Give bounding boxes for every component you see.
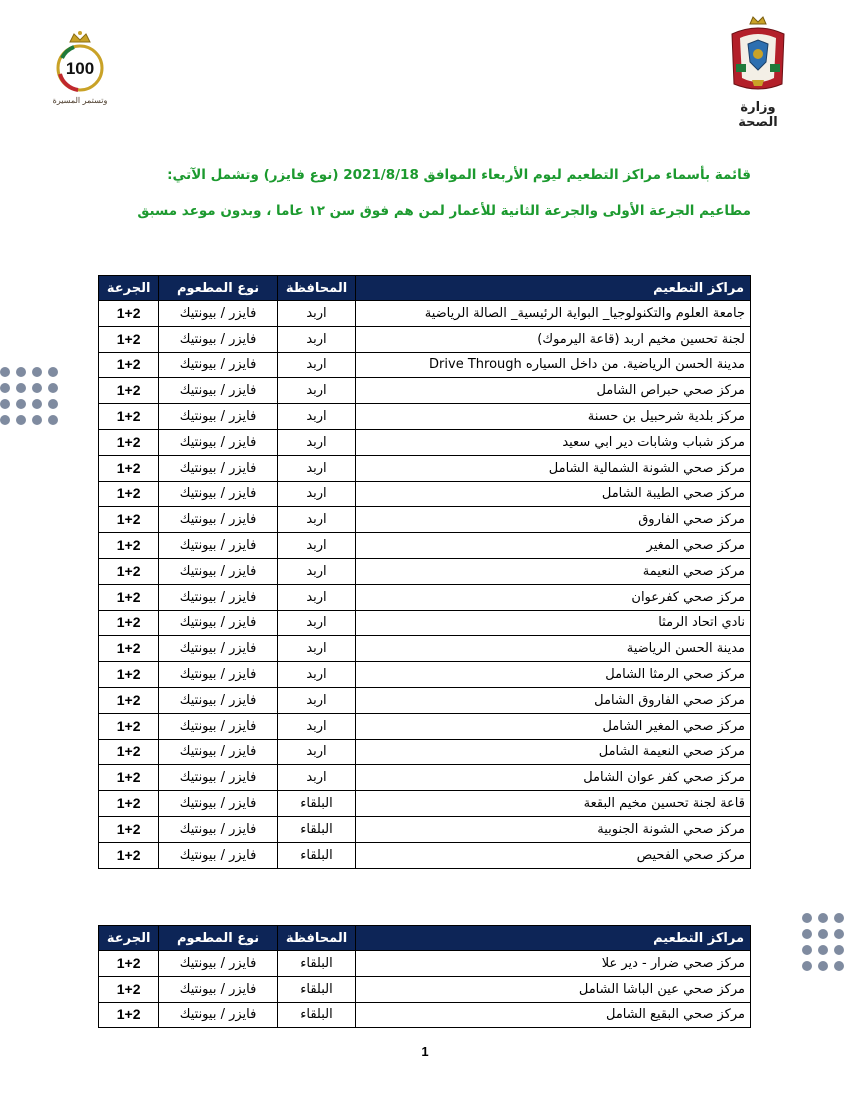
dose-cell: 1+2 bbox=[99, 404, 159, 430]
governorate-cell: اربد bbox=[277, 765, 355, 791]
center-name-cell: مركز صحي الفحيص bbox=[356, 842, 751, 868]
centennial-100-logo-icon bbox=[48, 28, 112, 96]
center-name-cell: مركز صحي الرمثا الشامل bbox=[356, 662, 751, 688]
governorate-cell: اربد bbox=[277, 455, 355, 481]
center-name-cell: مركز صحي كفرعوان bbox=[356, 584, 751, 610]
governorate-cell: اربد bbox=[277, 326, 355, 352]
vaccine-type-cell: فايزر / بيونتيك bbox=[159, 455, 278, 481]
table-row bbox=[99, 378, 751, 404]
table-row bbox=[99, 1002, 751, 1028]
vaccine-type-cell: فايزر / بيونتيك bbox=[159, 951, 278, 977]
vaccine-type-cell: فايزر / بيونتيك bbox=[159, 610, 278, 636]
table-header-row bbox=[99, 926, 751, 951]
vaccine-type-cell: فايزر / بيونتيك bbox=[159, 584, 278, 610]
page-heading-line1: قائمة بأسماء مراكز التطعيم ليوم الأربعاء الموافق 2021/8/18 (نوع فايزر) وتشمل الآتي: bbox=[167, 167, 751, 183]
table-row bbox=[99, 976, 751, 1002]
center-name-cell: لجنة تحسين مخيم اربد (قاعة اليرموك) bbox=[356, 326, 751, 352]
dose-cell: 1+2 bbox=[99, 481, 159, 507]
dose-cell: 1+2 bbox=[99, 558, 159, 584]
dose-cell: 1+2 bbox=[99, 429, 159, 455]
governorate-cell: اربد bbox=[277, 404, 355, 430]
governorate-cell: البلقاء bbox=[277, 791, 355, 817]
header-center: مراكز التطعيم bbox=[356, 926, 751, 951]
table-row bbox=[99, 610, 751, 636]
vaccine-type-cell: فايزر / بيونتيك bbox=[159, 765, 278, 791]
vaccine-type-cell: فايزر / بيونتيك bbox=[159, 301, 278, 327]
center-name-cell: مركز شباب وشابات دير ابي سعيد bbox=[356, 429, 751, 455]
center-name-cell: مركز صحي المغير الشامل bbox=[356, 713, 751, 739]
dose-cell: 1+2 bbox=[99, 610, 159, 636]
vaccine-type-cell: فايزر / بيونتيك bbox=[159, 636, 278, 662]
center-name-cell: مركز صحي المغير bbox=[356, 533, 751, 559]
vaccine-type-cell: فايزر / بيونتيك bbox=[159, 507, 278, 533]
vaccine-type-cell: فايزر / بيونتيك bbox=[159, 1002, 278, 1028]
vaccine-type-cell: فايزر / بيونتيك bbox=[159, 713, 278, 739]
governorate-cell: اربد bbox=[277, 352, 355, 378]
table-row bbox=[99, 352, 751, 378]
vaccine-type-cell: فايزر / بيونتيك bbox=[159, 816, 278, 842]
table-row bbox=[99, 791, 751, 817]
table-header-row bbox=[99, 276, 751, 301]
dose-cell: 1+2 bbox=[99, 455, 159, 481]
dose-cell: 1+2 bbox=[99, 584, 159, 610]
table-row bbox=[99, 662, 751, 688]
vaccine-type-cell: فايزر / بيونتيك bbox=[159, 842, 278, 868]
vaccine-type-cell: فايزر / بيونتيك bbox=[159, 404, 278, 430]
governorate-cell: اربد bbox=[277, 533, 355, 559]
governorate-cell: اربد bbox=[277, 584, 355, 610]
governorate-cell: اربد bbox=[277, 662, 355, 688]
vaccine-type-cell: فايزر / بيونتيك bbox=[159, 326, 278, 352]
table-row bbox=[99, 765, 751, 791]
governorate-cell: اربد bbox=[277, 739, 355, 765]
dose-cell: 1+2 bbox=[99, 662, 159, 688]
table-row bbox=[99, 326, 751, 352]
header-vaccine-type: نوع المطعوم bbox=[159, 926, 278, 951]
governorate-cell: اربد bbox=[277, 610, 355, 636]
vaccine-type-cell: فايزر / بيونتيك bbox=[159, 481, 278, 507]
governorate-cell: اربد bbox=[277, 687, 355, 713]
table-row bbox=[99, 404, 751, 430]
centennial-logo bbox=[48, 28, 112, 108]
governorate-cell: البلقاء bbox=[277, 842, 355, 868]
vaccination-centers-table-2 bbox=[98, 925, 751, 1028]
governorate-cell: البلقاء bbox=[277, 951, 355, 977]
governorate-cell: البلقاء bbox=[277, 976, 355, 1002]
table-row bbox=[99, 739, 751, 765]
table-row bbox=[99, 301, 751, 327]
logo-left-caption: وتستمر المسيرة bbox=[52, 96, 108, 105]
dose-cell: 1+2 bbox=[99, 636, 159, 662]
vaccine-type-cell: فايزر / بيونتيك bbox=[159, 352, 278, 378]
table-row bbox=[99, 816, 751, 842]
dose-cell: 1+2 bbox=[99, 352, 159, 378]
table-row bbox=[99, 507, 751, 533]
table-row bbox=[99, 584, 751, 610]
jordan-coat-of-arms-icon bbox=[722, 14, 794, 98]
center-name-cell: مركز بلدية شرحبيل بن حسنة bbox=[356, 404, 751, 430]
dose-cell: 1+2 bbox=[99, 1002, 159, 1028]
center-name-cell: مركز صحي حبراص الشامل bbox=[356, 378, 751, 404]
table-row bbox=[99, 687, 751, 713]
vaccine-type-cell: فايزر / بيونتيك bbox=[159, 976, 278, 1002]
center-name-cell: مركز صحي الشونة الجنوبية bbox=[356, 816, 751, 842]
ministry-logo bbox=[722, 14, 794, 130]
governorate-cell: اربد bbox=[277, 636, 355, 662]
dose-cell: 1+2 bbox=[99, 326, 159, 352]
governorate-cell: البلقاء bbox=[277, 1002, 355, 1028]
governorate-cell: اربد bbox=[277, 378, 355, 404]
center-name-cell: مركز صحي النعيمة الشامل bbox=[356, 739, 751, 765]
governorate-cell: اربد bbox=[277, 507, 355, 533]
dose-cell: 1+2 bbox=[99, 687, 159, 713]
table-row bbox=[99, 533, 751, 559]
table-row bbox=[99, 558, 751, 584]
dose-cell: 1+2 bbox=[99, 739, 159, 765]
vaccination-centers-table-1 bbox=[98, 275, 751, 869]
center-name-cell: مركز صحي كفر عوان الشامل bbox=[356, 765, 751, 791]
vaccine-type-cell: فايزر / بيونتيك bbox=[159, 791, 278, 817]
center-name-cell: مركز صحي الفاروق bbox=[356, 507, 751, 533]
center-name-cell: مدينة الحسن الرياضية bbox=[356, 636, 751, 662]
table-row bbox=[99, 842, 751, 868]
vaccine-type-cell: فايزر / بيونتيك bbox=[159, 558, 278, 584]
table-row bbox=[99, 951, 751, 977]
vaccine-type-cell: فايزر / بيونتيك bbox=[159, 739, 278, 765]
center-name-cell: مركز صحي الشونة الشمالية الشامل bbox=[356, 455, 751, 481]
dose-cell: 1+2 bbox=[99, 816, 159, 842]
dot-grid-icon bbox=[802, 913, 850, 971]
vaccine-type-cell: فايزر / بيونتيك bbox=[159, 378, 278, 404]
governorate-cell: البلقاء bbox=[277, 816, 355, 842]
vaccine-type-cell: فايزر / بيونتيك bbox=[159, 662, 278, 688]
governorate-cell: اربد bbox=[277, 301, 355, 327]
vaccine-type-cell: فايزر / بيونتيك bbox=[159, 687, 278, 713]
governorate-cell: اربد bbox=[277, 558, 355, 584]
vaccine-type-cell: فايزر / بيونتيك bbox=[159, 533, 278, 559]
dot-grid-icon bbox=[0, 367, 58, 425]
table-row bbox=[99, 481, 751, 507]
dose-cell: 1+2 bbox=[99, 951, 159, 977]
dose-cell: 1+2 bbox=[99, 842, 159, 868]
header-dose: الجرعة bbox=[99, 926, 159, 951]
dose-cell: 1+2 bbox=[99, 791, 159, 817]
dose-cell: 1+2 bbox=[99, 507, 159, 533]
logo-right-caption: وزارة الصحة bbox=[738, 100, 778, 130]
table-row bbox=[99, 636, 751, 662]
governorate-cell: اربد bbox=[277, 429, 355, 455]
center-name-cell: مركز صحي الطيبة الشامل bbox=[356, 481, 751, 507]
governorate-cell: اربد bbox=[277, 481, 355, 507]
center-name-cell: مركز صحي الفاروق الشامل bbox=[356, 687, 751, 713]
header-governorate: المحافظة bbox=[277, 276, 355, 301]
dose-cell: 1+2 bbox=[99, 533, 159, 559]
dose-cell: 1+2 bbox=[99, 765, 159, 791]
page-number: 1 bbox=[421, 1044, 429, 1059]
center-name-cell: قاعة لجنة تحسين مخيم البقعة bbox=[356, 791, 751, 817]
vaccine-type-cell: فايزر / بيونتيك bbox=[159, 429, 278, 455]
badge-number: 100 bbox=[65, 59, 95, 78]
dose-cell: 1+2 bbox=[99, 301, 159, 327]
dose-cell: 1+2 bbox=[99, 976, 159, 1002]
governorate-cell: اربد bbox=[277, 713, 355, 739]
header-vaccine-type: نوع المطعوم bbox=[159, 276, 278, 301]
center-name-cell: جامعة العلوم والتكنولوجيا_ البواية الرئيسية_ الصالة الرياضية bbox=[356, 301, 751, 327]
center-name-cell: مدينة الحسن الرياضية. من داخل السياره Drive Through bbox=[356, 352, 751, 378]
table-row bbox=[99, 455, 751, 481]
center-name-cell: مركز صحي البقيع الشامل bbox=[356, 1002, 751, 1028]
header-center: مراكز التطعيم bbox=[356, 276, 751, 301]
center-name-cell: مركز صحي النعيمة bbox=[356, 558, 751, 584]
center-name-cell: مركز صحي ضرار - دير علا bbox=[356, 951, 751, 977]
center-name-cell: مركز صحي عين الباشا الشامل bbox=[356, 976, 751, 1002]
table-row bbox=[99, 713, 751, 739]
page-heading-line2: مطاعيم الجرعة الأولى والجرعة الثانية للأعمار لمن هم فوق سن ١٢ عاما ، وبدون موعد مسبق bbox=[137, 203, 751, 219]
header-dose: الجرعة bbox=[99, 276, 159, 301]
table-row bbox=[99, 429, 751, 455]
dose-cell: 1+2 bbox=[99, 713, 159, 739]
center-name-cell: نادي اتحاد الرمثا bbox=[356, 610, 751, 636]
header-governorate: المحافظة bbox=[277, 926, 355, 951]
dose-cell: 1+2 bbox=[99, 378, 159, 404]
